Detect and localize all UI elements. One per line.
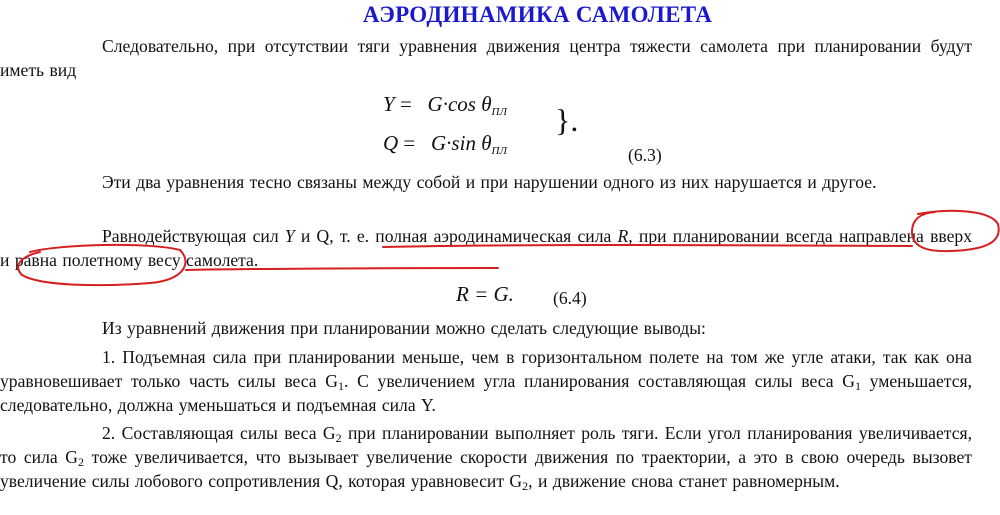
equation-drag: Q = G·sin θПЛ [383, 131, 507, 157]
page-title: АЭРОДИНАМИКА САМОЛЕТА [362, 2, 713, 27]
equation-lift: Y = G·cos θПЛ [383, 92, 507, 118]
paragraph-relation: Эти два уравнения тесно связаны между собой и при нарушении одного из них нарушается и другое. [102, 172, 877, 192]
paragraph-intro: Следовательно, при отсутствии тяги уравнения движения центра тяжести самолета при планировании будут иметь вид [0, 36, 972, 80]
paragraph-conclusions-intro: Из уравнений движения при планировании можно сделать следующие выводы: [102, 318, 706, 338]
equation-r-equals-g: R = G. [456, 282, 514, 306]
paragraph-conclusion-1: 1. Подъемная сила при планировании меньше, чем в горизонтальном полете на том же угле атаки, так как она уравновешивает только часть силы веса $G_1$. С увеличением угла планирования составляющая силы веса $G_1$ уменьшается, следовательно, должна уменьшаться и подъемная сила Y. [0, 347, 972, 415]
paragraph-resultant: Равнодействующая сил Y и Q, т. е. полная аэродинамическая сила R, при планировании всегда направлена вверх и равна полетному весу самолета. [0, 226, 972, 270]
equation-brace: }. [555, 102, 579, 138]
equation-number-6-3: (6.3) [628, 145, 662, 165]
paragraph-conclusion-2: 2. Составляющая силы веса $G_2$ при планировании выполняет роль тяги. Если угол планирования увеличивается, то сила $G_2$ тоже увеличивается, что вызывает увеличение скорости движения по траектории, а это в свою очередь вызовет увеличение силы лобового сопротивления Q, которая уравновесит $G_2$, и движение снова станет равномерным. [0, 423, 973, 493]
equation-number-6-4: (6.4) [553, 288, 587, 308]
